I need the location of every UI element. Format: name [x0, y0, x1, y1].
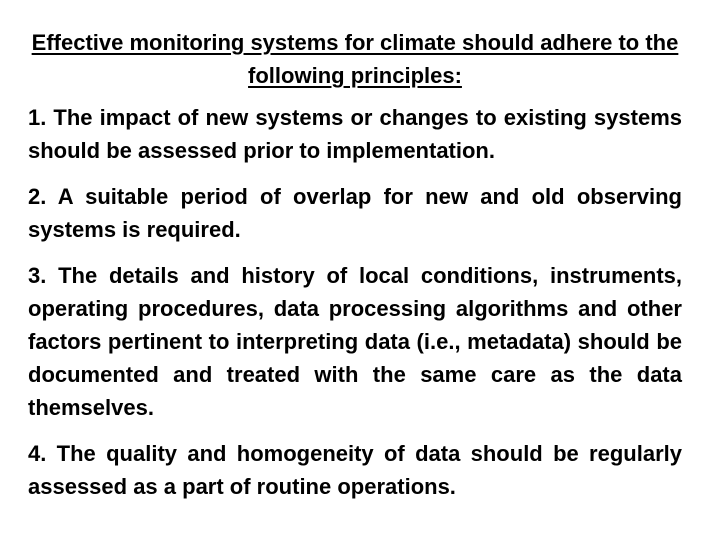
slide-content — [28, 26, 682, 516]
principle-4: 4. The quality and homogeneity of data should be regularly assessed as a part of routine operations. — [28, 441, 682, 499]
principle-3: 3. The details and history of local conditions, instruments, operating procedures, data processing algorithms and other factors pertinent to interpreting data (i.e., metadata) should be documented and treated with the same care as the data themselves. — [28, 263, 682, 420]
principle-1: 1. The impact of new systems or changes to existing systems should be assessed prior to implementation. — [28, 105, 682, 163]
principle-2: 2. A suitable period of overlap for new and old observing systems is required. — [28, 184, 682, 242]
slide-title: Effective monitoring systems for climate should adhere to the following principles: — [31, 30, 679, 88]
